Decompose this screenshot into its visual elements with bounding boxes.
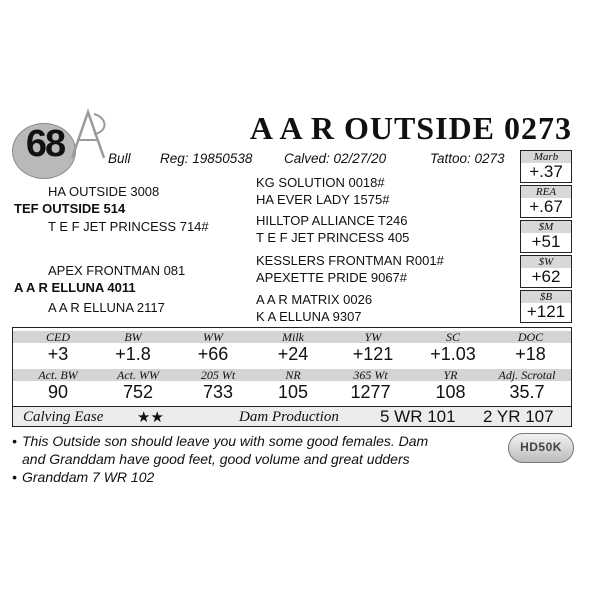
sex-label: Bull [108, 151, 131, 166]
actual-value-205wt: 733 [202, 382, 234, 402]
epd-value-bw: +1.8 [115, 344, 151, 364]
epd-box-label: $B [521, 291, 571, 303]
pedigree-dam-sire-dam: APEXETTE PRIDE 9067# [256, 270, 408, 285]
epd-box-value: +.37 [529, 162, 563, 181]
actual-header-yr: YR [443, 368, 458, 382]
epd-box-rea [520, 185, 572, 218]
dam-production-wr: 5 WR 101 [380, 407, 456, 426]
registration-number: Reg: 19850538 [160, 151, 253, 166]
pedigree-dam-sire: APEX FRONTMAN 081 [48, 263, 186, 278]
bull-name: A A R OUTSIDE 0273 [249, 110, 572, 146]
epd-box-value: +121 [526, 302, 566, 321]
epd-value-milk: +24 [277, 344, 309, 364]
calving-ease-stars: ★★ [137, 408, 164, 426]
calved-date: Calved: 02/27/20 [284, 151, 387, 166]
epd-header-yw: YW [364, 330, 382, 344]
epd-header-ced: CED [46, 330, 70, 344]
actual-value-adj-scrotal: 35.7 [509, 382, 545, 402]
epd-box-value: +.67 [529, 197, 563, 216]
epd-box-label: REA [521, 186, 571, 198]
epd-box-label: Marb [521, 151, 571, 163]
epd-table [12, 327, 572, 427]
epd-box-value: +62 [531, 267, 561, 286]
epd-box-dollar-m [520, 220, 572, 253]
calving-ease-label: Calving Ease [23, 409, 104, 425]
pedigree-dam: A A R ELLUNA 4011 [14, 280, 136, 295]
pedigree-sire-dam-dam: T E F JET PRINCESS 405 [256, 230, 410, 245]
actual-header-205wt: 205 Wt [200, 368, 236, 382]
tattoo: Tattoo: 0273 [430, 151, 505, 166]
actual-value-nr: 105 [277, 382, 309, 402]
pedigree-sire: TEF OUTSIDE 514 [14, 201, 126, 216]
calving-dam-row [13, 406, 571, 426]
epd-value-doc: +18 [515, 344, 546, 364]
actual-header-adj-scrotal: Adj. Scrotal [498, 368, 556, 382]
ranch-logo-icon [64, 108, 112, 164]
pedigree-sire-dam-sire: HILLTOP ALLIANCE T246 [256, 213, 408, 228]
pedigree-dam-dam: A A R ELLUNA 2117 [48, 300, 165, 315]
epd-value-yw: +121 [352, 344, 394, 364]
actual-header-nr: NR [285, 368, 301, 382]
actual-header-ww: Act. WW [117, 368, 159, 382]
epd-header-milk: Milk [282, 330, 304, 344]
epd-value-ced: +3 [47, 344, 69, 364]
note-line-2: and Granddam have good feet, good volume and great udders [22, 451, 410, 467]
epd-box-marb [520, 150, 572, 183]
note-line-3: Granddam 7 WR 102 [22, 469, 155, 485]
actual-header-bw: Act. BW [38, 368, 78, 382]
actual-header-365wt: 365 Wt [353, 368, 388, 382]
pedigree-dam-sire-sire: KESSLERS FRONTMAN R001# [256, 253, 444, 268]
epd-header-bw: BW [124, 330, 142, 344]
epd-box-value: +51 [531, 232, 561, 251]
note-line-1: This Outside son should leave you with some good females. Dam [22, 433, 429, 449]
pedigree-sire-sire: HA OUTSIDE 3008 [48, 184, 160, 199]
epd-box-dollar-b [520, 290, 572, 323]
pedigree-dam-dam-sire: A A R MATRIX 0026 [256, 292, 373, 307]
hd50k-badge: HD50K [508, 433, 574, 463]
epd-header-sc: SC [445, 330, 460, 344]
pedigree-sire-sire-dam: HA EVER LADY 1575# [256, 192, 390, 207]
epd-value-sc: +1.03 [430, 344, 476, 364]
note-bullet: • [12, 433, 17, 449]
epd-box-label: $M [521, 221, 571, 233]
actual-value-bw: 90 [47, 382, 69, 402]
epd-header-ww: WW [203, 330, 223, 344]
pedigree-sire-sire-sire: KG SOLUTION 0018# [256, 175, 385, 190]
epd-box-label: $W [521, 256, 571, 268]
pedigree-dam-dam-dam: K A ELLUNA 9307 [256, 309, 362, 324]
epd-value-ww: +66 [197, 344, 229, 364]
actual-value-ww: 752 [122, 382, 154, 402]
epd-header-doc: DOC [517, 330, 544, 344]
pedigree-sire-dam: T E F JET PRINCESS 714# [48, 219, 209, 234]
epd-box-dollar-w [520, 255, 572, 288]
note-bullet: • [12, 469, 17, 485]
actual-value-yr: 108 [435, 382, 466, 402]
actual-value-365wt: 1277 [350, 382, 391, 402]
lot-number: 68 [25, 123, 65, 165]
dam-production-label: Dam Production [239, 409, 339, 425]
dam-production-yr: 2 YR 107 [483, 407, 554, 426]
